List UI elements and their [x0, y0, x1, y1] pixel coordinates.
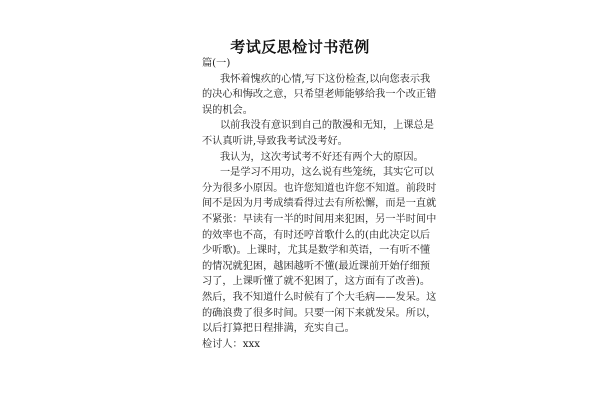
text-line: 的确浪费了很多时间。只要一闲下来就发呆。所以，	[202, 307, 437, 319]
text-line: 我怀着愧疚的心情,写下这份检查,以向您表示我	[220, 73, 431, 85]
text-line: 少听歌)。上课时，尤其是数学和英语，一有听不懂	[202, 245, 431, 257]
text-line: 的效率也不高，有时还哼首歌什么的(由此决定以后	[202, 229, 431, 241]
document-title: 考试反思检讨书范例	[230, 38, 370, 56]
text-line: 习了，上课听懂了就不犯困了，这方面有了改善)。	[202, 276, 431, 288]
document-body	[202, 56, 437, 352]
section-label: 篇(一)	[202, 58, 231, 69]
text-line: 分为很多小原因。也许您知道也许您不知道。前段时	[202, 182, 437, 194]
text-line: 以后打算把日程排满，充实自己。	[202, 323, 355, 335]
text-line: 不认真听讲,导致我考试没考好。	[202, 135, 348, 147]
signature: 检讨人：xxx	[202, 338, 260, 350]
text-line: 误的机会。	[202, 104, 253, 116]
text-line: 的情况就犯困，越困越听不懂(最近课前开始仔细预	[202, 260, 431, 272]
text-line: 间不是因为月考成绩看得过去有所松懈，而是一直就	[202, 198, 437, 210]
text-line: 我认为，这次考试考不好还有两个大的原因。	[220, 151, 424, 163]
text-line: 以前我没有意识到自己的散漫和无知，上课总是	[220, 120, 434, 132]
text-line: 不紧张：早读有一半的时间用来犯困，另一半时间中	[202, 213, 437, 225]
paragraph-lines	[202, 72, 437, 337]
text-line: 的决心和悔改之意，只希望老师能够给我一个改正错	[202, 89, 437, 101]
text-line: 然后，我不知道什么时候有了个大毛病——发呆。这	[202, 291, 437, 303]
text-line: 一是学习不用功，这么说有些笼统，其实它可以	[220, 167, 434, 179]
